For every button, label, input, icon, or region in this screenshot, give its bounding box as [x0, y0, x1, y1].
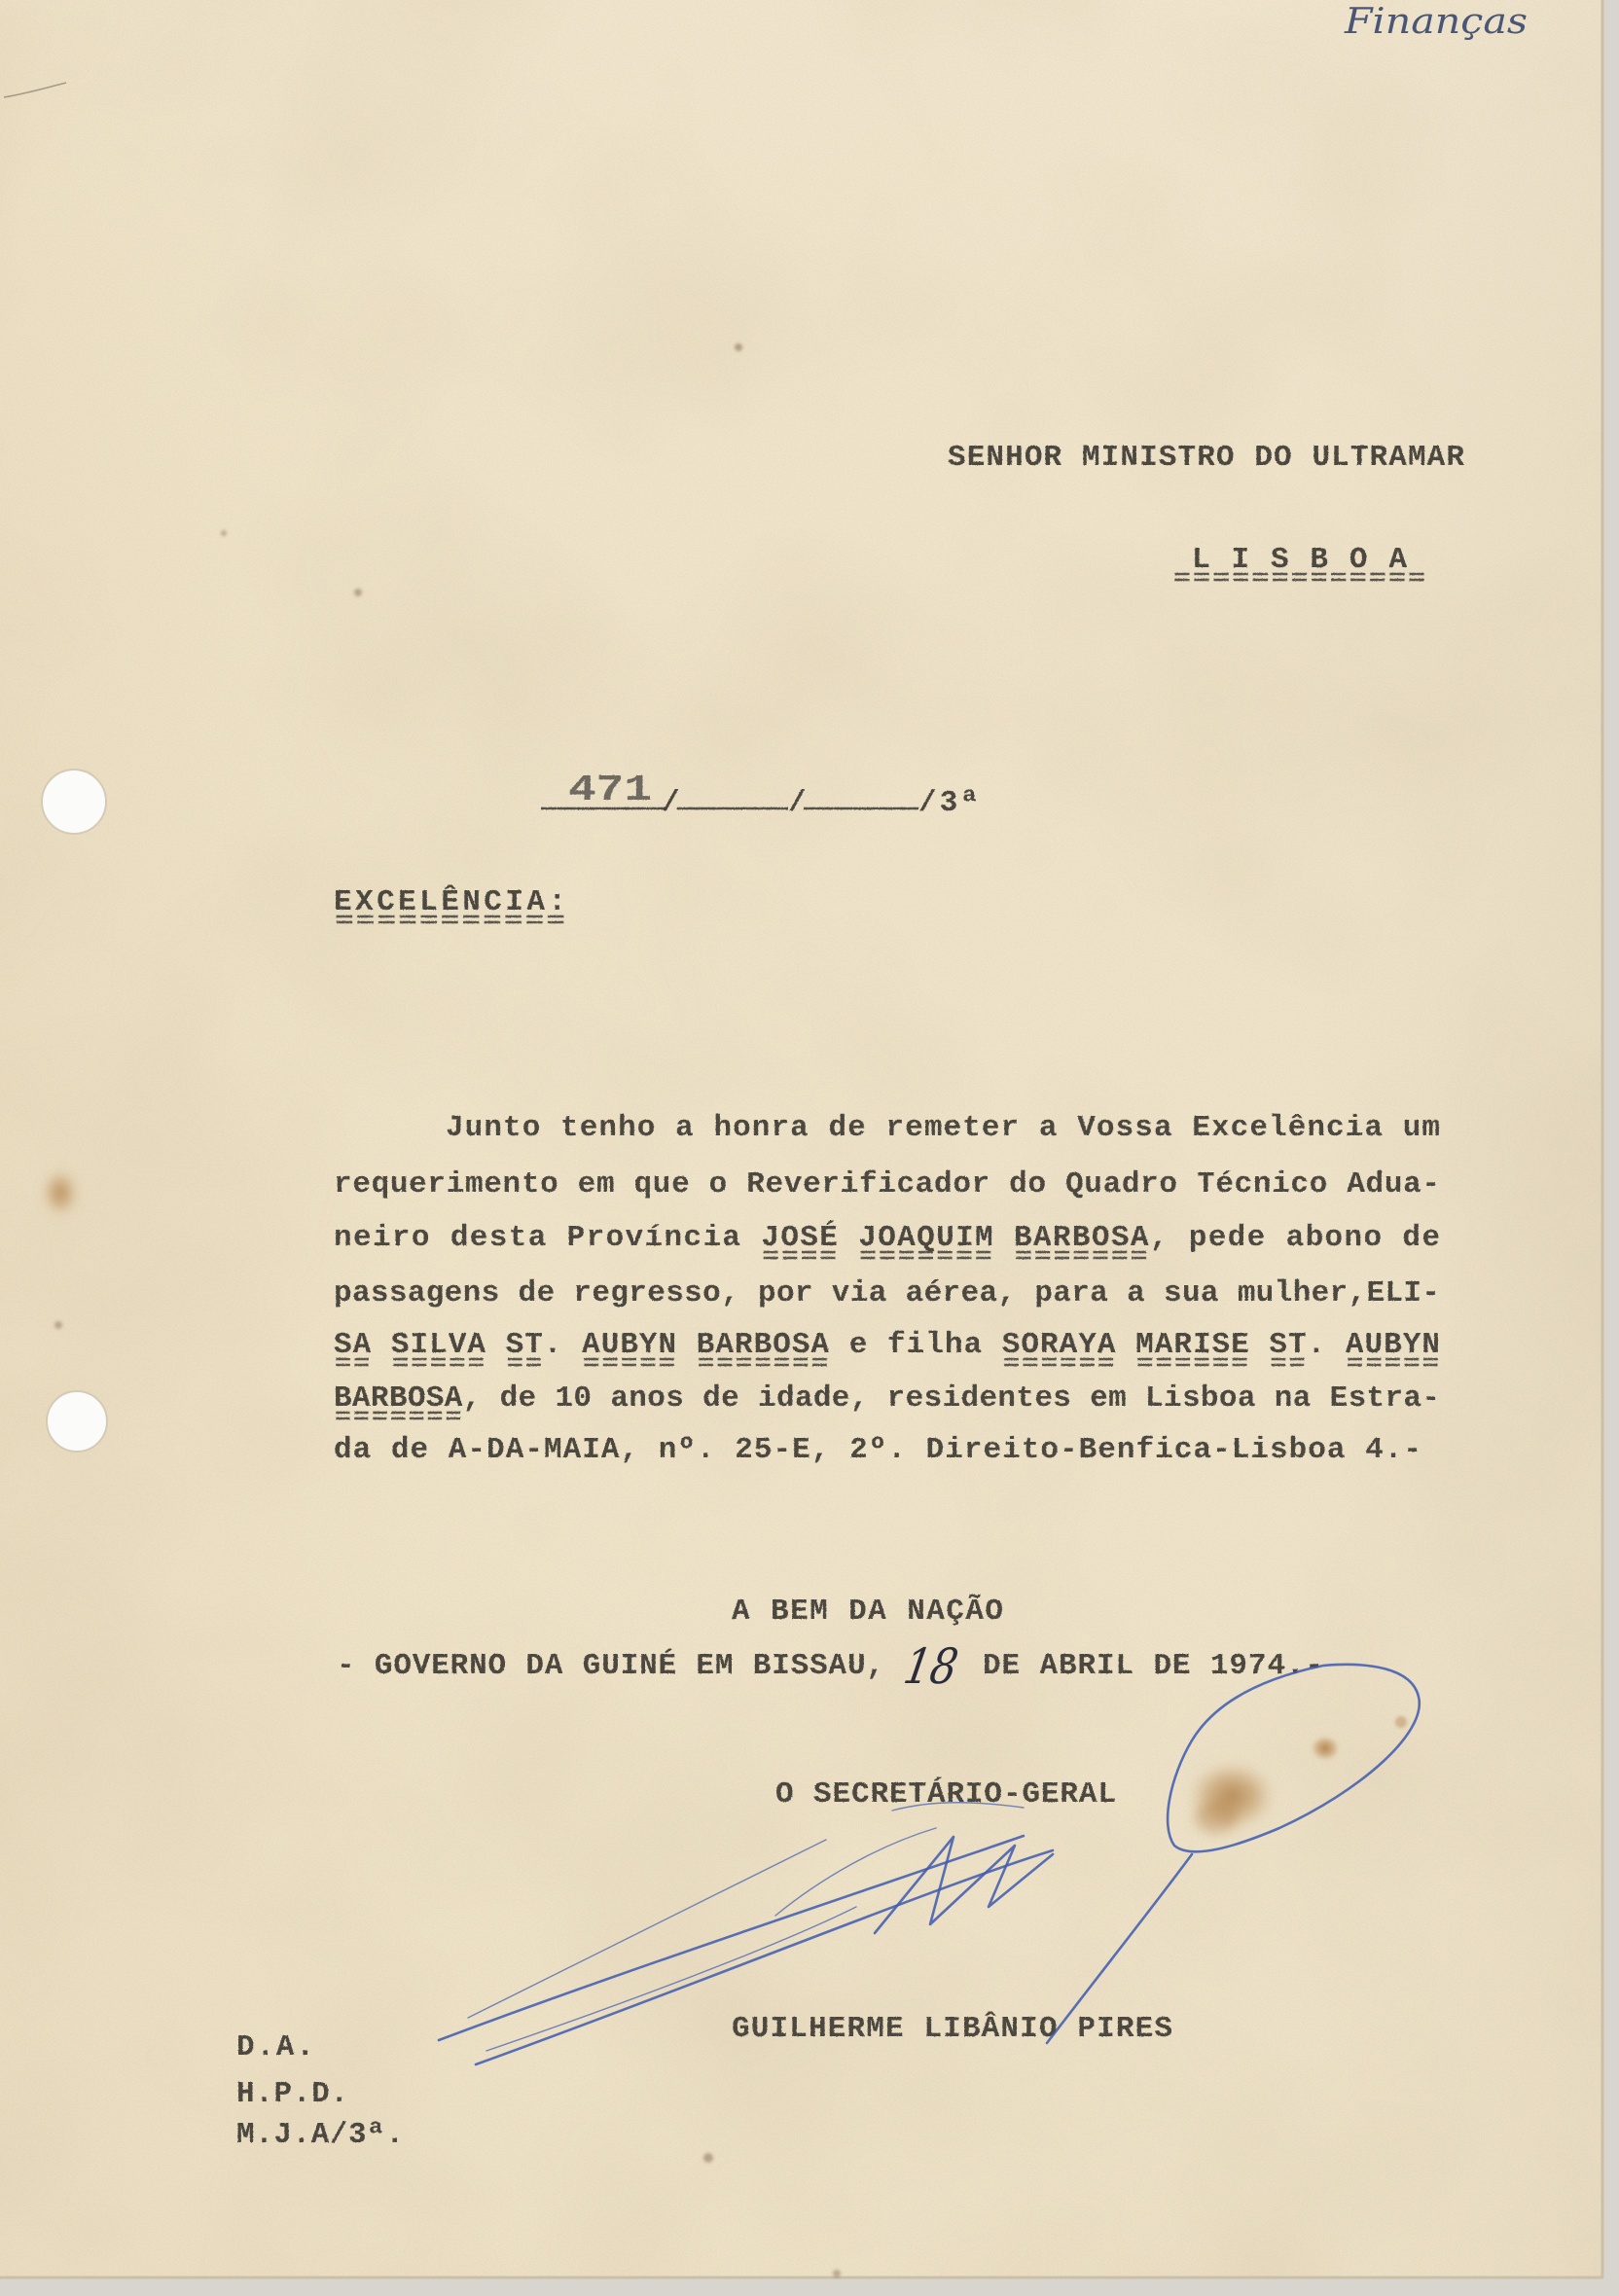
closing-motto: A BEM DA NAÇÃO	[732, 1595, 1003, 1629]
body-line: BARBOSA, de 10 anos de idade, residentes em Lisboa na Estra-	[334, 1381, 1440, 1416]
brown-stain	[1311, 1736, 1340, 1761]
reference-number-value: 471	[568, 770, 652, 811]
paper-spot	[1395, 1716, 1407, 1728]
body-line: neiro desta Província JOSÉ JOAQUIM BARBOSA, pede abono de	[334, 1221, 1440, 1255]
paper-spot	[221, 530, 227, 536]
punch-hole	[47, 1391, 107, 1452]
distribution-item: D.A.	[236, 2030, 314, 2064]
paper-spot	[833, 2270, 841, 2278]
body-line: Junto tenho a honra de remeter a Vossa Excelência um	[446, 1111, 1440, 1145]
salutation: EXCELÊNCIA:	[334, 885, 566, 919]
reference-suffix: /3ª	[918, 786, 979, 820]
paper-spot	[354, 589, 362, 596]
paper-spot	[54, 1321, 62, 1329]
signatory-title: O SECRETÁRIO-GERAL	[775, 1777, 1116, 1812]
reference-separator: /	[788, 786, 807, 820]
body-line: passagens de regresso, por via aérea, para a sua mulher,ELI-	[334, 1276, 1440, 1310]
signatory-name: GUILHERME LIBÂNIO PIRES	[732, 2012, 1172, 2046]
addressee: SENHOR MINISTRO DO ULTRAMAR	[948, 441, 1464, 475]
addressee-city: L I S B O A	[1192, 543, 1407, 577]
punch-hole	[42, 770, 106, 834]
date-month-year: DE ABRIL DE 1974.-	[983, 1649, 1323, 1683]
paper-spot	[703, 2153, 713, 2163]
distribution-item: H.P.D.	[236, 2077, 348, 2111]
body-line: SA SILVA ST. AUBYN BARBOSA e filha SORAYA MARISE ST. AUBYN	[334, 1328, 1440, 1362]
brown-stain	[44, 1170, 77, 1215]
body-line: da de A-DA-MAIA, nº. 25-E, 2º. Direito-Benfica-Lisboa 4.-	[334, 1433, 1421, 1467]
distribution-item: M.J.A/3ª.	[236, 2118, 404, 2152]
body-line: requerimento em que o Reverificador do Quadro Técnico Adua-	[334, 1167, 1440, 1202]
paper-spot	[735, 343, 742, 351]
date-line	[337, 1647, 1323, 1683]
date-place: - GOVERNO DA GUINÉ EM BISSAU,	[337, 1649, 884, 1683]
brown-stain	[1195, 1802, 1238, 1833]
handwritten-day: 18	[899, 1637, 972, 1695]
handwritten-note: Finanças	[1343, 2, 1528, 42]
reference-separator: /	[662, 786, 680, 820]
